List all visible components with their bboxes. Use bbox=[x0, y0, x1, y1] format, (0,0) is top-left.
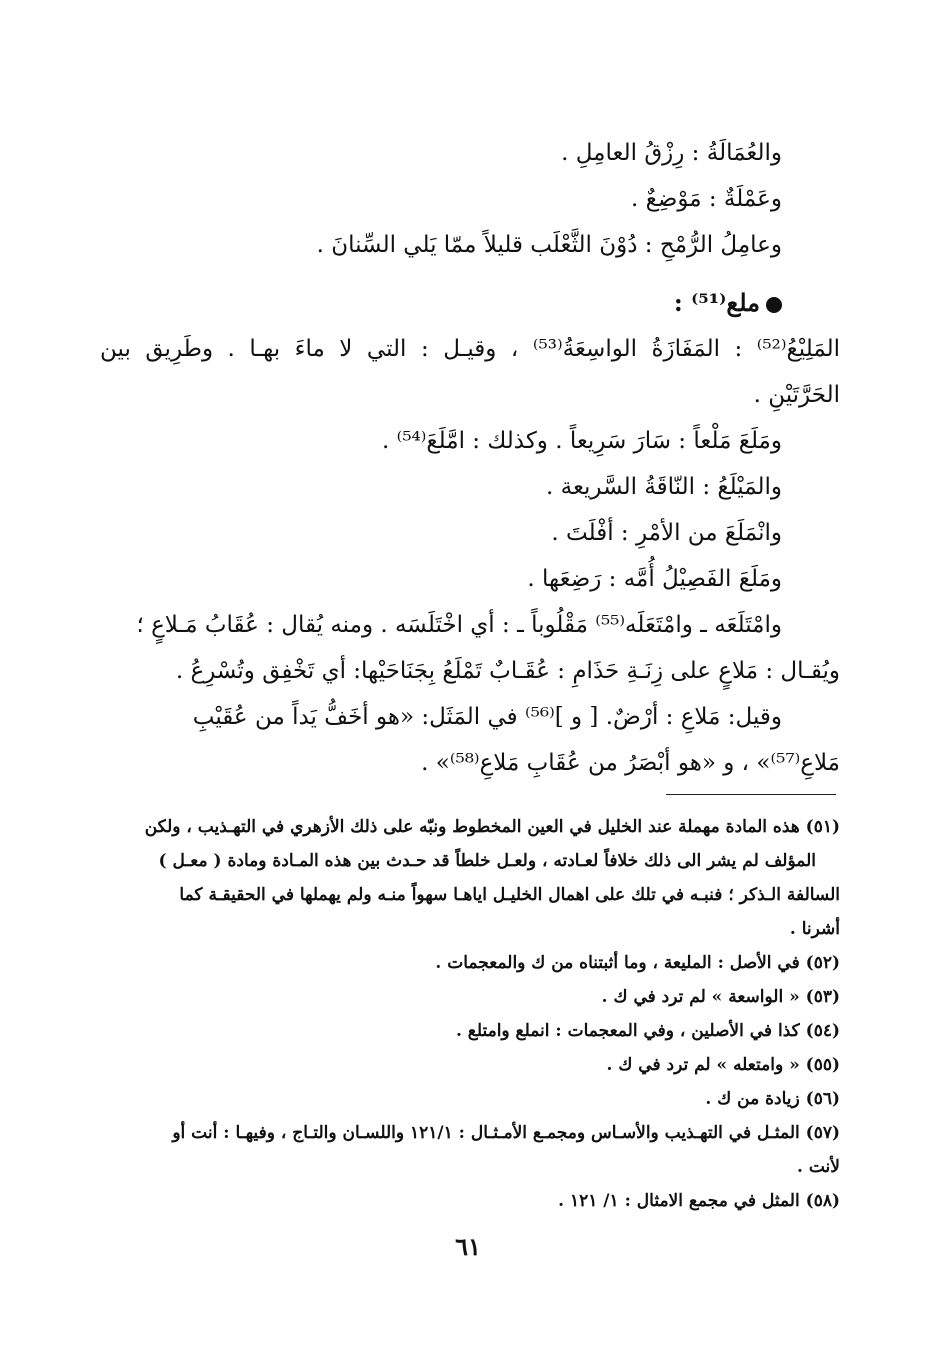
page-number: ٦١ bbox=[455, 1232, 481, 1261]
text-line: وعَمْلَةٌ : مَوْضِعٌ . bbox=[630, 186, 782, 212]
text-line: وامْتَلَعَه ـ وامْتَعَلَه⁽⁵⁵⁾ مَقْلُوباً ـ : أي اخْتَلَسَه . ومنه يُقال : عُقَابُ مَـلاعٍ ؛ bbox=[136, 612, 782, 638]
footnote-line: (٥٧) المثـل في التهـذيب والأسـاس ومجمـع الأمـثـال : ١٢١/١ واللسـان والتـاج ، وفيهـا : أنت أو bbox=[172, 1123, 840, 1143]
footnotes bbox=[100, 810, 840, 1218]
text-line: وقيل: مَلاعِ : أرْضٌ. [ و ]⁽⁵⁶⁾ في المَثَل: «هو أخَفُّ يَداً من عُقَيْبِ bbox=[192, 704, 782, 730]
bullet-icon bbox=[766, 297, 782, 313]
footnote-line: السالفة الـذكر ؛ فنبـه في تلك على اهمال الخليـل اياهـا سهواً منـه ولم يهملها في الحقيقـة كما bbox=[179, 885, 840, 905]
footnote-line: أشرنا . bbox=[789, 919, 840, 939]
text-line: مَلاعِ⁽⁵⁷⁾» ، و «هو أبْصَرُ من عُقَابِ مَلاعِ⁽⁵⁸⁾» . bbox=[421, 750, 840, 776]
text-line: والعُمَالَةُ : رِزْقُ العامِلِ . bbox=[561, 140, 782, 166]
text-line: وعامِلُ الرُّمْحِ : دُوْنَ الثَّعْلَب قليلاً ممّا يَلي السِّنانَ . bbox=[316, 232, 782, 258]
main-text bbox=[100, 130, 840, 786]
footnote-line: (٥٥) « وامتعله » لم ترد في ك . bbox=[606, 1055, 840, 1075]
footnote-divider bbox=[666, 794, 836, 795]
text-line: ويُقـال : مَلاعٍ على زِنَـةِ حَذَامِ : عُقَـابٌ تَمْلَعُ بِجَنَاحَيْها: أي تَخْفِق وتُسْرِعُ . bbox=[175, 658, 840, 684]
footnote-line: (٥٦) زيادة من ك . bbox=[705, 1089, 840, 1109]
text-line: وانْمَلَعَ من الأمْرِ : أفْلَتَ . bbox=[551, 520, 782, 546]
text-line: والمَيْلَعُ : النّاقَةُ السَّريعة . bbox=[545, 474, 782, 500]
footnote-line: لأنت . bbox=[797, 1157, 840, 1177]
footnote-line: (٥١) هذه المادة مهملة عند الخليل في العين المخطوط ونبّه على ذلك الأزهري في التهـذيب ، ولكن bbox=[144, 817, 840, 837]
entry-heading-text: ملع⁽⁵¹⁾ : bbox=[673, 288, 760, 317]
footnote-line: (٥٤) كذا في الأصلين ، وفي المعجمات : انملع وامتلع . bbox=[455, 1021, 840, 1041]
text-line: ومَلَعَ الفَصِيْلُ أُمَّه : رَضِعَها . bbox=[527, 566, 782, 592]
footnote-line: (٥٣) « الواسعة » لم ترد في ك . bbox=[601, 987, 840, 1007]
text-line: الحَرَّتَيْنِ . bbox=[753, 382, 840, 408]
footnote-line: (٥٨) المثل في مجمع الامثال : ١/ ١٢١ . bbox=[558, 1191, 840, 1211]
text-line: المَلِيْعُ⁽⁵²⁾ : المَفَازَةُ الواسِعَةُ⁽⁵³⁾ ، وقيـل : التي لا ماءَ بهـا . وطَرِيق بين bbox=[100, 336, 840, 362]
footnote-line: المؤلف لم يشر الى ذلك خلافاً لعـادته ، ولعـل خلطاً قد حـدث بين هذه المـادة ومادة ( معـل ) bbox=[158, 851, 816, 871]
entry-heading bbox=[100, 280, 840, 326]
footnote-line: (٥٢) في الأصل : المليعة ، وما أثبتناه من ك والمعجمات . bbox=[435, 953, 840, 973]
text-line: ومَلَعَ مَلْعاً : سَارَ سَرِيعاً . وكذلك : امَّلَعَ⁽⁵⁴⁾ . bbox=[382, 428, 782, 454]
